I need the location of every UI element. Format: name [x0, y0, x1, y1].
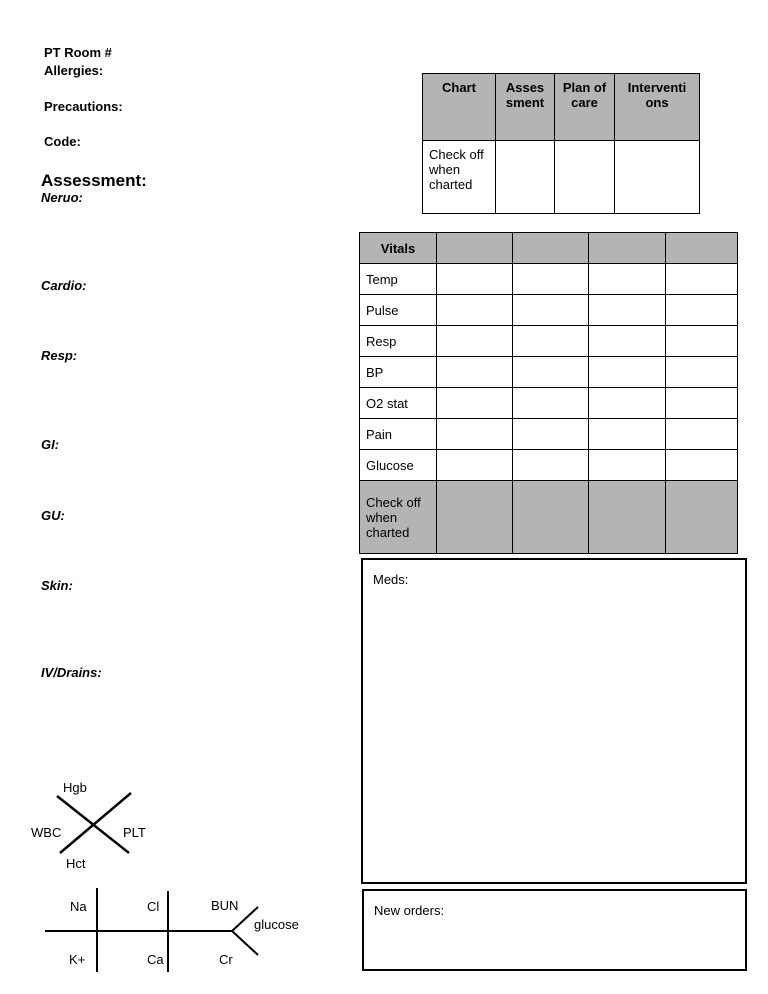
new-orders-label: New orders:: [374, 903, 445, 918]
room-label: PT Room #: [44, 45, 112, 60]
na-label: Na: [70, 899, 87, 914]
cl-label: Cl: [147, 899, 160, 914]
vital-label: BP: [360, 357, 437, 388]
vitals-header: Vitals: [360, 233, 437, 264]
glucose-label: glucose: [254, 917, 299, 932]
interventions-header: Interventi ons: [615, 74, 700, 141]
skin-label: Skin:: [41, 578, 73, 593]
k-label: K+: [69, 952, 86, 967]
vital-label: Resp: [360, 326, 437, 357]
neuro-label: Neruo:: [41, 190, 83, 205]
vital-label: O2 stat: [360, 388, 437, 419]
cbc-diagram: [31, 780, 146, 871]
vitals-check-label: Check off when charted: [360, 481, 437, 554]
vital-label: Temp: [360, 264, 437, 295]
cardio-label: Cardio:: [41, 278, 87, 293]
hct-label: Hct: [66, 856, 86, 871]
hgb-label: Hgb: [63, 780, 87, 795]
iv-drains-label: IV/Drains:: [41, 665, 102, 680]
vital-label: Glucose: [360, 450, 437, 481]
chart-header: Chart: [423, 74, 496, 141]
resp-label: Resp:: [41, 348, 78, 363]
assessment-title: Assessment:: [41, 171, 147, 190]
ca-label: Ca: [147, 952, 164, 967]
vital-label: Pulse: [360, 295, 437, 326]
allergies-label: Allergies:: [44, 63, 104, 78]
gu-label: GU:: [41, 508, 65, 523]
wbc-label: WBC: [31, 825, 62, 840]
meds-label: Meds:: [373, 572, 409, 587]
cr-label: Cr: [219, 952, 233, 967]
vital-label: Pain: [360, 419, 437, 450]
bun-label: BUN: [211, 898, 239, 913]
plt-label: PLT: [123, 825, 146, 840]
bmp-diagram: [45, 888, 299, 972]
plan-of-care-header: Plan of care: [555, 74, 615, 141]
bmp-line: [232, 931, 258, 955]
gi-label: GI:: [41, 437, 60, 452]
assessment-header: Asses sment: [496, 74, 555, 141]
precautions-label: Precautions:: [44, 99, 123, 114]
cbc-line: [60, 793, 131, 853]
code-label: Code:: [44, 134, 81, 149]
chart-check-label: Check off when charted: [423, 141, 496, 214]
